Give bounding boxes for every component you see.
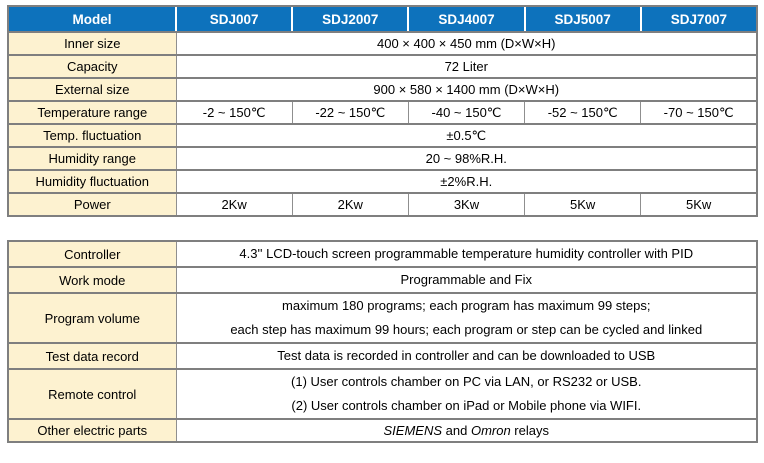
spec-row [8, 78, 757, 101]
feature-line: (2) User controls chamber on iPad or Mobile phone via WIFI. [291, 398, 642, 413]
feature-row [8, 293, 757, 343]
spec-value-cell: 72 Liter [176, 55, 757, 78]
spec-value-cell: 400 × 400 × 450 mm (D×W×H) [176, 32, 757, 55]
feature-text-part: and [442, 423, 471, 438]
spec-value-cell: 5Kw [641, 193, 757, 216]
spec-row-label: Inner size [8, 32, 176, 55]
spec-row-label: Capacity [8, 55, 176, 78]
feature-value-cell [176, 293, 757, 343]
feature-line: Programmable and Fix [400, 272, 532, 287]
spec-row [8, 32, 757, 55]
spec-row-label: External size [8, 78, 176, 101]
feature-row-label: Controller [8, 241, 176, 267]
spec-value-cell: ±0.5℃ [176, 124, 757, 147]
spec-row [8, 124, 757, 147]
feature-row-label: Remote control [8, 369, 176, 419]
model-header-label: Model [8, 6, 176, 32]
spec-value-cell: 2Kw [292, 193, 408, 216]
feature-value-cell [176, 419, 757, 442]
feature-value-cell [176, 267, 757, 293]
model-spec-table [7, 5, 758, 217]
spec-row-label: Humidity fluctuation [8, 170, 176, 193]
feature-line: maximum 180 programs; each program has maximum 99 steps; [282, 298, 651, 313]
feature-value-cell [176, 241, 757, 267]
feature-row [8, 241, 757, 267]
feature-text-part: Omron [470, 423, 511, 438]
spec-row [8, 147, 757, 170]
model-column-header: SDJ007 [176, 6, 292, 32]
feature-row-label: Program volume [8, 293, 176, 343]
feature-row [8, 267, 757, 293]
feature-text-part: relays [510, 423, 549, 438]
feature-table [7, 240, 758, 443]
spec-row [8, 101, 757, 124]
spec-row [8, 170, 757, 193]
feature-row-label: Work mode [8, 267, 176, 293]
feature-value-cell [176, 343, 757, 369]
spec-row-label: Temp. fluctuation [8, 124, 176, 147]
feature-line: (1) User controls chamber on PC via LAN, or RS232 or USB. [291, 374, 642, 389]
spec-row [8, 193, 757, 216]
spec-value-cell: -22 ~ 150℃ [292, 101, 408, 124]
feature-line: 4.3'' LCD-touch screen programmable temperature humidity controller with PID [239, 246, 694, 261]
spec-value-cell: -40 ~ 150℃ [408, 101, 524, 124]
spec-value-cell: -52 ~ 150℃ [525, 101, 641, 124]
feature-value-cell [176, 369, 757, 419]
model-column-header: SDJ5007 [525, 6, 641, 32]
feature-row [8, 369, 757, 419]
spec-row-label: Humidity range [8, 147, 176, 170]
feature-row-label: Test data record [8, 343, 176, 369]
feature-line: Test data is recorded in controller and can be downloaded to USB [277, 348, 656, 363]
spec-value-cell: -2 ~ 150℃ [176, 101, 292, 124]
feature-row [8, 343, 757, 369]
spec-row [8, 55, 757, 78]
spec-value-cell: 20 ~ 98%R.H. [176, 147, 757, 170]
spec-header-row [8, 6, 757, 32]
model-column-header: SDJ2007 [292, 6, 408, 32]
spec-value-cell: 900 × 580 × 1400 mm (D×W×H) [176, 78, 757, 101]
spec-value-cell: 5Kw [525, 193, 641, 216]
spec-value-cell: ±2%R.H. [176, 170, 757, 193]
spec-value-cell: 3Kw [408, 193, 524, 216]
spec-value-cell: 2Kw [176, 193, 292, 216]
spec-row-label: Power [8, 193, 176, 216]
feature-text-part: SIEMENS [383, 423, 443, 438]
feature-row-label: Other electric parts [8, 419, 176, 442]
feature-line: each step has maximum 99 hours; each program or step can be cycled and linked [230, 322, 703, 337]
model-column-header: SDJ4007 [408, 6, 524, 32]
feature-row [8, 419, 757, 442]
model-column-header: SDJ7007 [641, 6, 757, 32]
spec-value-cell: -70 ~ 150℃ [641, 101, 757, 124]
spec-row-label: Temperature range [8, 101, 176, 124]
